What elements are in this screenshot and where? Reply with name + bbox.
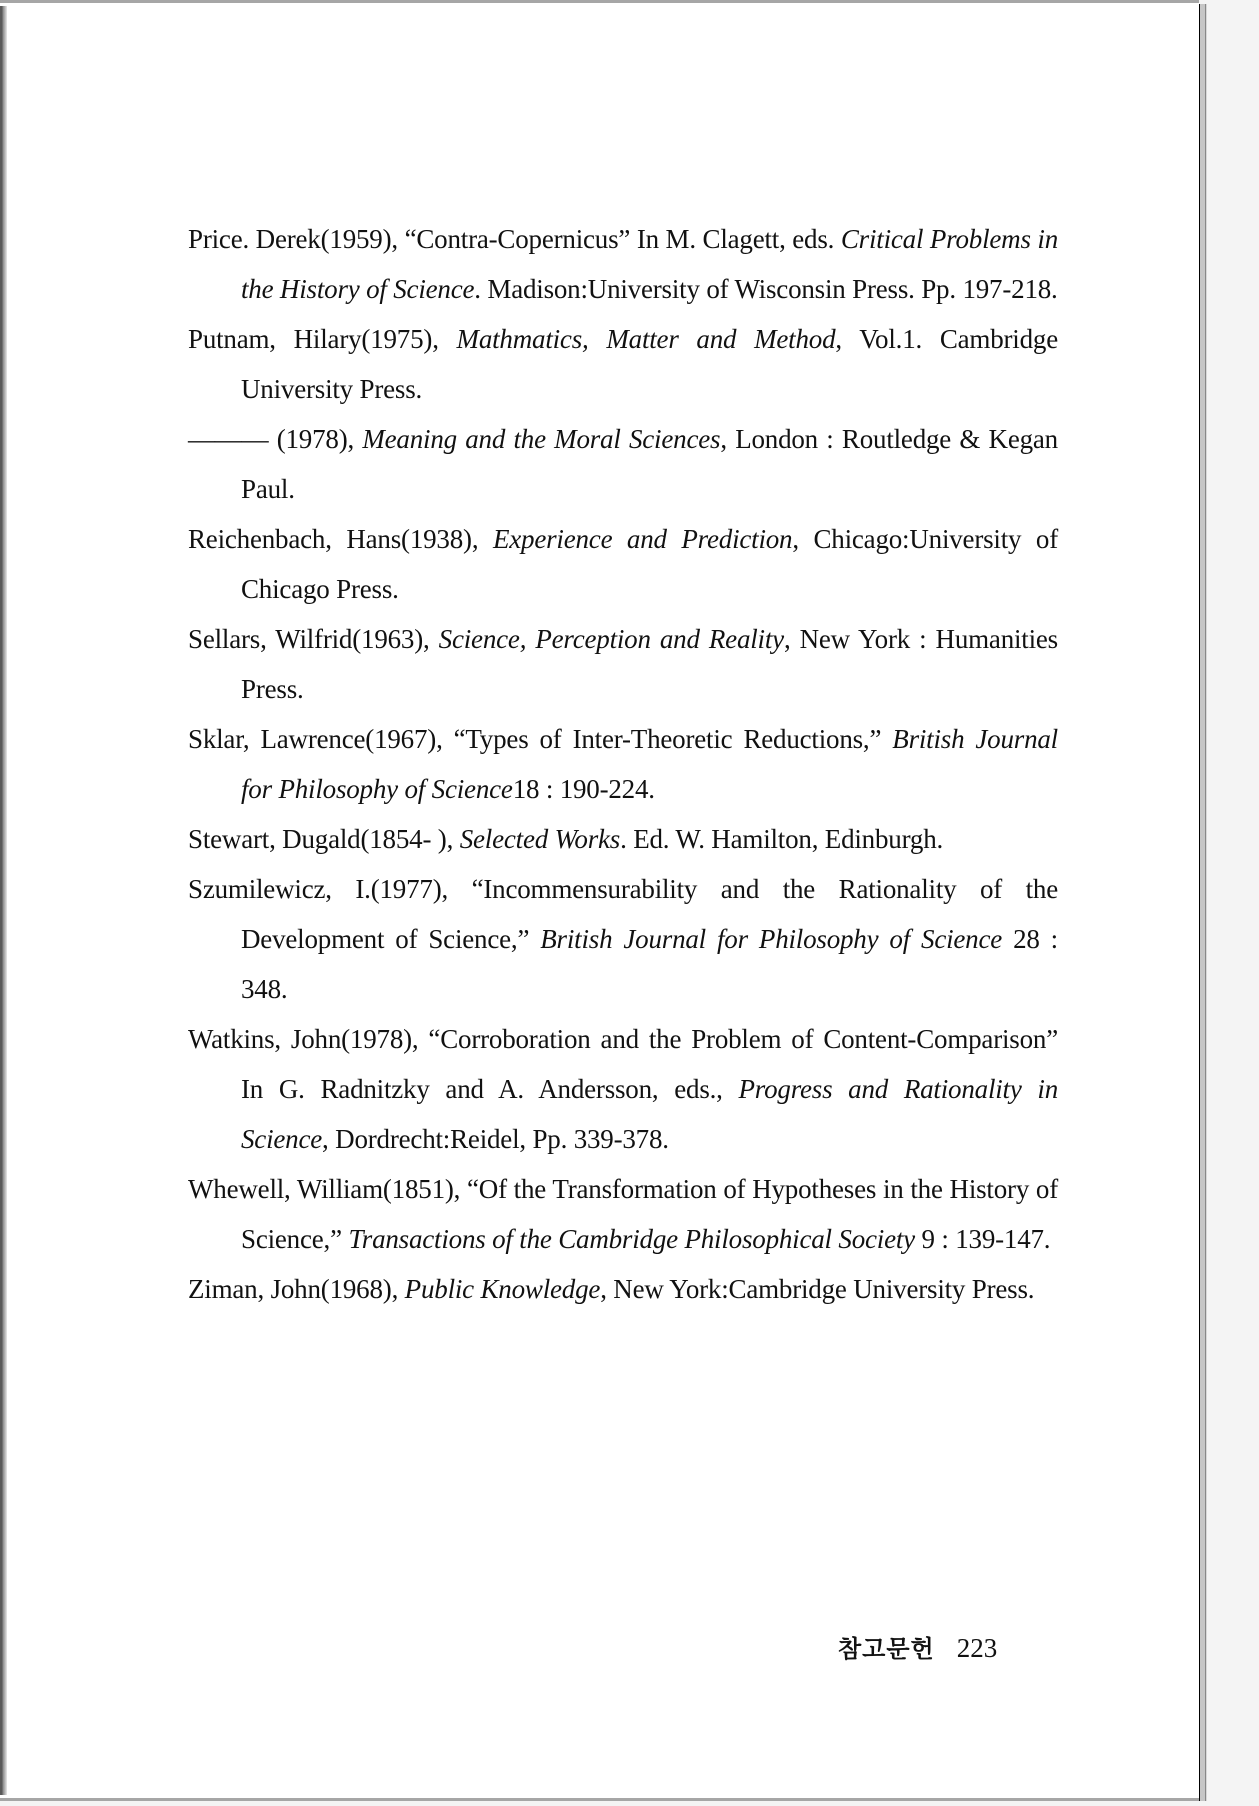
reference-entry (188, 814, 1058, 864)
reference-text: Ziman, John(1968), (188, 1274, 405, 1304)
reference-text: 18 : 190-224. (512, 774, 655, 804)
reference-text: , Chicago:University of Chicago Press. (241, 524, 1058, 604)
running-footer-title: 참고문헌 (838, 1635, 935, 1663)
reference-entry (188, 1164, 1058, 1264)
reference-title: Mathmatics, Matter and Method (456, 324, 836, 354)
reference-entry (188, 714, 1058, 814)
reference-title: Meaning and the Moral Sciences (362, 424, 721, 454)
reference-text: . Madison:University of Wisconsin Press. Pp. 197-218. (474, 274, 1058, 304)
page-left-edge (0, 6, 7, 1795)
reference-title: British Journal for Philosophy of Science (540, 924, 1003, 954)
reference-text: 28 : 348. (241, 924, 1058, 1004)
reference-text: Putnam, Hilary(1975), (188, 324, 457, 354)
reference-text: Whewell, William(1851), “Of the Transformation of Hypotheses in the History of Science,” (188, 1174, 1058, 1254)
reference-entry (188, 614, 1058, 714)
reference-title: Progress and Rationality in Science (241, 1074, 1058, 1154)
reference-text: Sellars, Wilfrid(1963), (188, 624, 439, 654)
reference-title: Science, Perception and Reality (438, 624, 784, 654)
reference-text: , London : Routledge & Kegan Paul. (241, 424, 1058, 504)
page-right-edge (1199, 4, 1207, 1801)
reference-text: Stewart, Dugald(1854- ), (188, 824, 460, 854)
reference-text: Watkins, John(1978), “Corroboration and the Problem of Content-Comparison” In G. Radnitzky and A. Andersson, eds., (188, 1024, 1058, 1104)
reference-title: Selected Works (459, 824, 621, 854)
reference-text: , Dordrecht:Reidel, Pp. 339-378. (322, 1124, 669, 1154)
reference-entry (188, 314, 1058, 414)
reference-text: , New York : Humanities Press. (241, 624, 1058, 704)
reference-text: 9 : 139-147. (914, 1224, 1051, 1254)
reference-list (188, 214, 1058, 1314)
reference-entry (188, 1014, 1058, 1164)
reference-text: ——— (1978), (188, 424, 363, 454)
reference-entry (188, 514, 1058, 614)
reference-entry (188, 864, 1058, 1014)
reference-text: . Ed. W. Hamilton, Edinburgh. (620, 824, 944, 854)
page-footer (838, 1629, 997, 1664)
reference-title: Experience and Prediction (492, 524, 793, 554)
reference-entry (188, 1264, 1058, 1314)
reference-text: , New York:Cambridge University Press. (600, 1274, 1035, 1304)
reference-title: Critical Problems in the History of Science (241, 224, 1058, 304)
reference-text: Szumilewicz, I.(1977), “Incommensurability and the Rationality of the Development of Science,” (188, 874, 1058, 954)
reference-text: Reichenbach, Hans(1938), (188, 524, 493, 554)
page-number: 223 (956, 1633, 998, 1663)
reference-entry (188, 214, 1058, 314)
reference-entry (188, 414, 1058, 514)
reference-title: British Journal for Philosophy of Science (241, 724, 1058, 804)
reference-title: Public Knowledge (404, 1274, 601, 1304)
reference-title: Transactions of the Cambridge Philosophical Society (348, 1224, 915, 1254)
reference-text: Price. Derek(1959), “Contra-Copernicus” In M. Clagett, eds. (188, 224, 841, 254)
reference-text: Sklar, Lawrence(1967), “Types of Inter-Theoretic Reductions,” (188, 724, 893, 754)
reference-text: , Vol.1. Cambridge University Press. (241, 324, 1058, 404)
